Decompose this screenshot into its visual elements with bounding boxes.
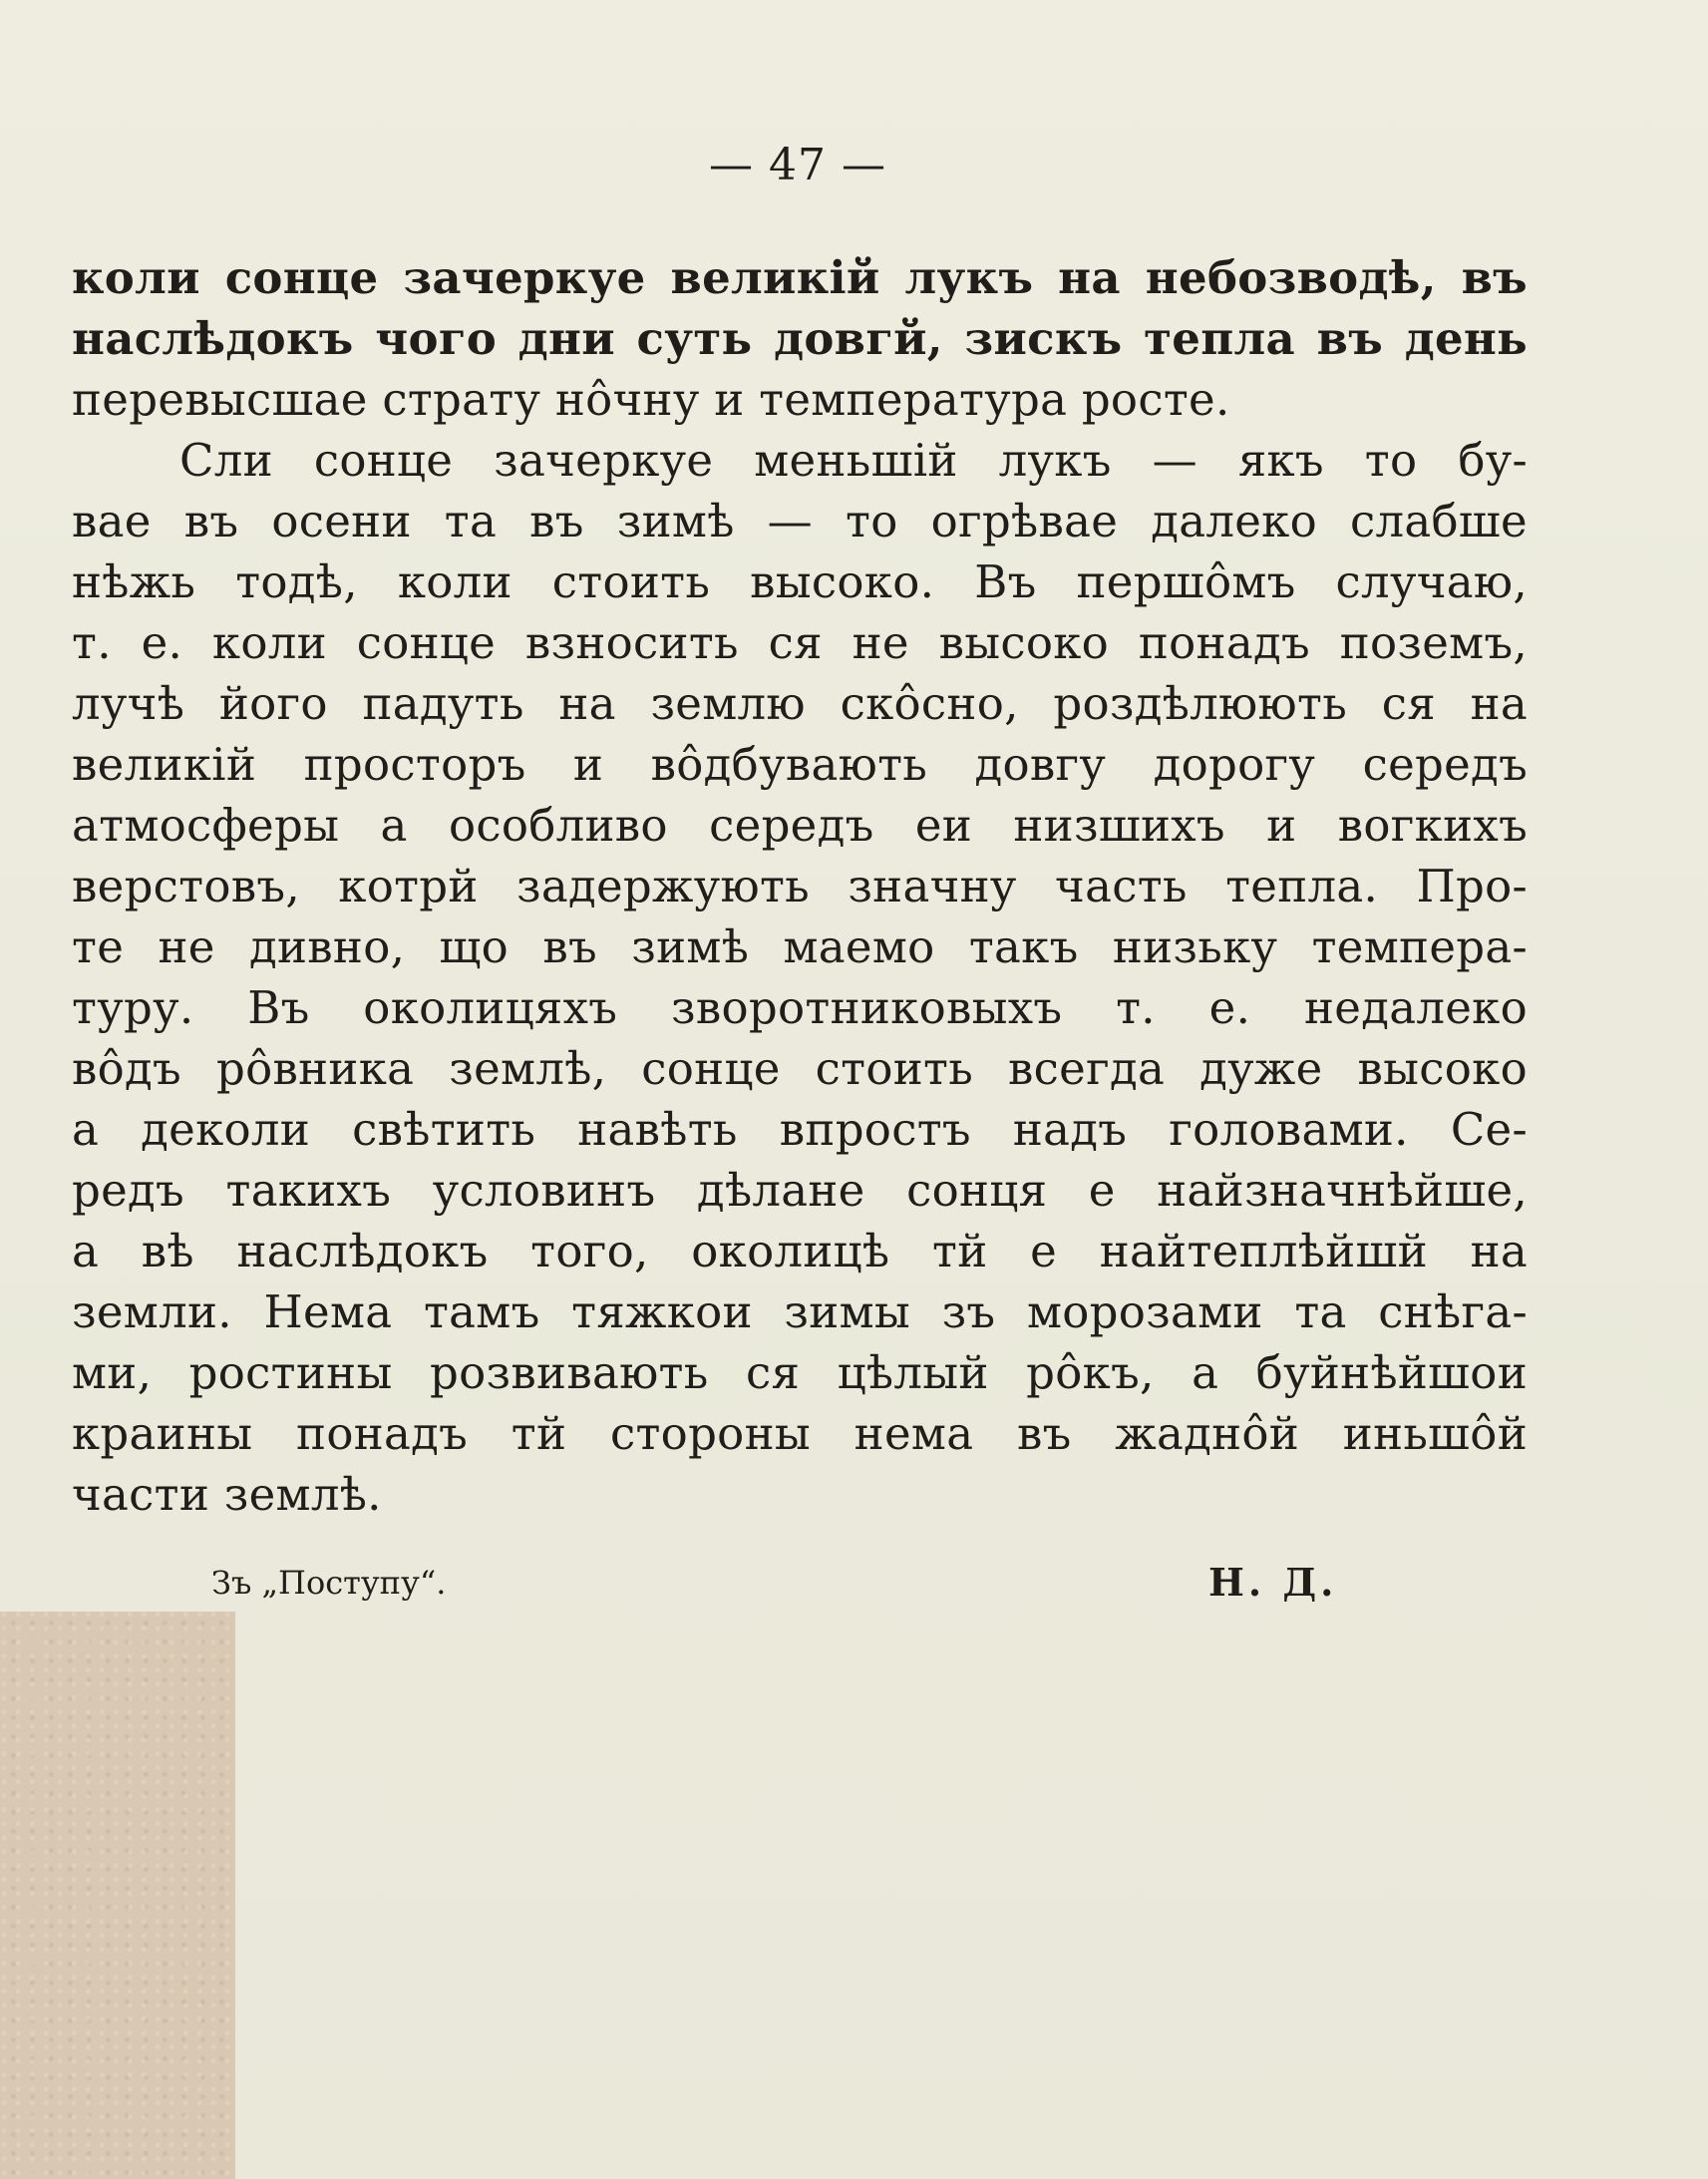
text-line-7: т. е. коли сонце взносить ся не высоко понадъ поземъ,	[72, 616, 1528, 669]
text-line-1: коли сонце зачеркуе великій лукъ на небозводѣ, въ	[72, 251, 1528, 304]
text-line-11: верстовъ, котрй задержують значну часть тепла. Про-	[72, 860, 1528, 912]
text-line-16: редъ такихъ условинъ дѣлане сонця е найзначнѣйше,	[72, 1164, 1528, 1217]
text-line-17: а вѣ наслѣдокъ того, околицѣ тй е найтеплѣйшй на	[72, 1225, 1528, 1277]
text-line-10: атмосферы а особливо середъ еи низшихъ и вогкихъ	[72, 799, 1528, 852]
text-line-12: те не дивно, що въ зимѣ маемо такъ низьку темпера-	[72, 920, 1528, 973]
text-line-4: Сли сонце зачеркуе меньшій лукъ — якъ то бу-	[179, 434, 1528, 487]
body-text	[72, 247, 1528, 1525]
paper-stain	[0, 1612, 235, 2179]
author-initials: Н. Д.	[1208, 1560, 1338, 1605]
text-line-18: земли. Нема тамъ тяжкои зимы зъ морозами та снѣга-	[72, 1285, 1528, 1338]
page-number: — 47 —	[709, 140, 886, 190]
text-line-8: лучѣ його падуть на землю скôсно, роздѣлюють ся на	[72, 677, 1528, 730]
text-line-13: туру. Въ околицяхъ зворотниковыхъ т. е. недалеко	[72, 981, 1528, 1034]
text-line-15: а деколи свѣтить навѣть впростъ надъ головами. Се-	[72, 1103, 1528, 1156]
text-line-20: краины понадъ тй стороны нема въ жаднôй иньшôй	[72, 1407, 1528, 1460]
text-line-2: наслѣдокъ чого дни суть довгй, зискъ тепла въ день	[72, 312, 1528, 365]
text-line-6: нѣжь тодѣ, коли стоить высоко. Въ першôмъ случаю,	[72, 555, 1528, 608]
text-line-14: вôдъ рôвника землѣ, сонце стоить всегда дуже высоко	[72, 1042, 1528, 1095]
text-line-19: ми, ростины розвивають ся цѣлый рôкъ, а буйнѣйшои	[72, 1346, 1528, 1399]
text-line-5: вае въ осени та въ зимѣ — то огрѣвае далеко слабше	[72, 495, 1528, 547]
text-line-21: части землѣ.	[72, 1468, 382, 1521]
text-line-3: перевысшае страту нôчну и температура росте.	[72, 373, 1230, 426]
text-line-9: великій просторъ и вôдбувають довгу дорогу середъ	[72, 738, 1528, 791]
source-attribution: Зъ „Поступу“.	[211, 1564, 447, 1602]
